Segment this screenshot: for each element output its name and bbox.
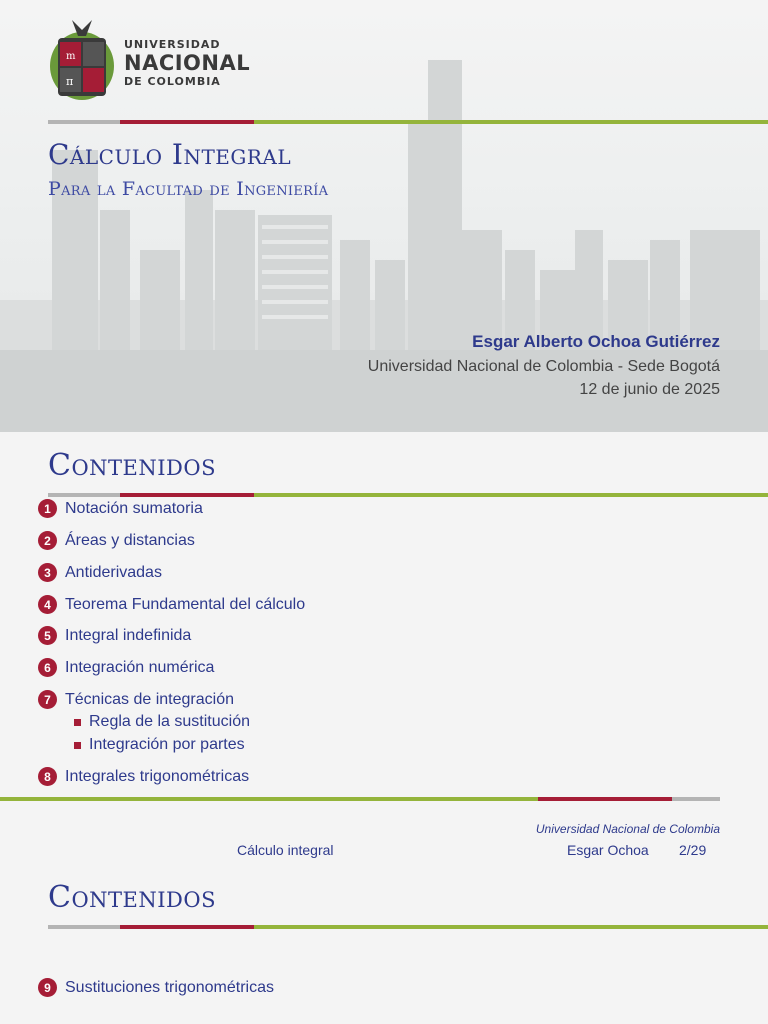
toc-subitem-label: Regla de la sustitución [89, 713, 250, 730]
toc-item[interactable] [38, 563, 162, 582]
toc-item[interactable] [38, 767, 249, 786]
toc-item[interactable] [38, 978, 274, 997]
section-number-badge: 1 [38, 499, 57, 518]
section-number-badge: 5 [38, 626, 57, 645]
toc-item[interactable] [38, 626, 191, 645]
toc-divider-bar-2 [48, 925, 768, 929]
toc-item[interactable] [38, 531, 195, 550]
toc-item-label: Técnicas de integración [65, 690, 234, 708]
section-number-badge: 7 [38, 690, 57, 709]
toc-item[interactable] [38, 499, 203, 518]
toc-title-2: Contenidos [48, 880, 216, 915]
presentation-title: Cálculo Integral [48, 138, 292, 171]
toc-divider-bar [48, 493, 768, 497]
toc-item-label: Antiderivadas [65, 563, 162, 581]
toc-item-label: Integrales trigonométricas [65, 767, 250, 785]
section-number-badge: 6 [38, 658, 57, 677]
presentation-subtitle: Para la Facultad de Ingeniería [48, 178, 329, 200]
toc-item-label: Notación sumatoria [65, 499, 203, 517]
footer-short-title: Cálculo integral [237, 842, 334, 858]
footer-university: Universidad Nacional de Colombia [535, 822, 720, 836]
section-number-badge: 3 [38, 563, 57, 582]
toc-subitem[interactable] [74, 713, 250, 731]
bullet-square-icon [74, 742, 81, 749]
svg-text:π: π [66, 75, 74, 88]
toc-item[interactable] [38, 658, 214, 677]
toc-item[interactable] [38, 595, 305, 614]
presentation-date: 12 de junio de 2025 [579, 381, 720, 398]
author-name: Esgar Alberto Ochoa Gutiérrez [472, 332, 720, 351]
section-number-badge: 2 [38, 531, 57, 550]
university-wordmark [124, 38, 250, 88]
toc-item-label: Sustituciones trigonométricas [65, 978, 274, 996]
toc-item-label: Integración numérica [65, 658, 215, 676]
section-number-badge: 8 [38, 767, 57, 786]
bullet-square-icon [74, 719, 81, 726]
toc-item-label: Teorema Fundamental del cálculo [65, 595, 306, 613]
title-divider-bar [48, 120, 768, 124]
university-line1: UNIVERSIDAD [124, 38, 221, 51]
university-line3: DE COLOMBIA [124, 75, 221, 88]
toc-subitem-label: Integración por partes [89, 736, 245, 753]
toc-item-label: Áreas y distancias [65, 531, 195, 549]
page-number: 2/29 [679, 842, 707, 858]
svg-text:m: m [66, 51, 76, 62]
toc-item[interactable] [38, 690, 234, 709]
toc-item-label: Integral indefinida [65, 626, 192, 644]
footer-divider-bar [0, 797, 720, 801]
footer-author: Esgar Ochoa [567, 842, 649, 858]
title-slide [0, 0, 768, 432]
section-number-badge: 9 [38, 978, 57, 997]
toc-subitem[interactable] [74, 736, 245, 754]
institute: Universidad Nacional de Colombia - Sede Bogotá [367, 358, 720, 375]
section-number-badge: 4 [38, 595, 57, 614]
toc-title: Contenidos [48, 448, 216, 483]
university-line2: NACIONAL [124, 51, 251, 75]
